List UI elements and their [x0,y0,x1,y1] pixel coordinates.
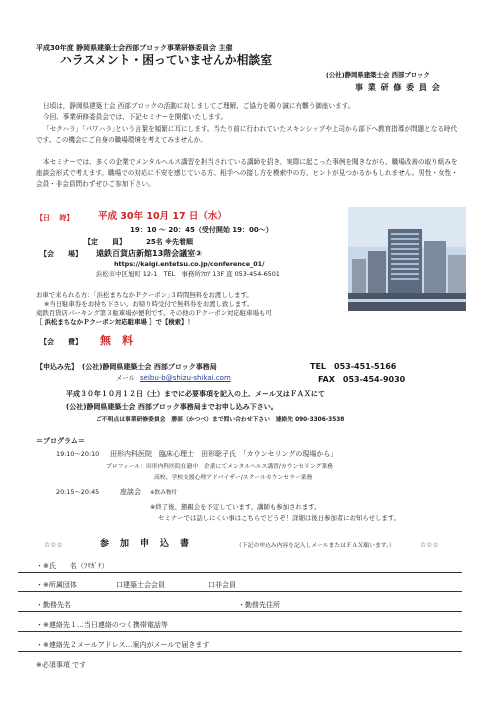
capacity-label: 【定 員】 [84,238,126,246]
field-contact2-line[interactable] [18,651,462,652]
form-title: 参 加 申 込 書 [100,539,191,549]
parking-note-4: ［ 浜松まちなかＰクーポン対応駐車場 ］で【検索】！ [36,318,194,326]
venue-url[interactable]: https://kaigi.entetsu.co.jp/conference_01/ [114,260,265,268]
committee-name: 事 業 研 修 委 員 会 [355,83,441,92]
form-stars-left: ☆☆☆ [44,541,63,549]
venue-value: 遠鉄百貨店新館13階会議室③ [96,249,202,258]
program-heading: ＝プログラム＝ [36,437,85,445]
after-party-note: ※終了後、懇親会を予定しています。講師も参加されます。 [150,503,321,511]
field-workplace-label: ・勤務先名 [36,601,71,609]
program-time-2: 20:15〜20:45 [56,488,100,496]
intro-para-2: 今回、事業研修委員会では、下記セミナーを開催いたします。 [43,113,228,121]
parking-note-2: ※当日駐車券をお持ち下さい。お帰り時受付で無料券をお渡し致します。 [44,300,254,308]
form-subtitle: （下記の申込み内容を記入しメールまたはＦＡＸ願います。） [236,543,395,549]
program-item-2: 座談会 [120,488,141,496]
page-title: ハラスメント・困っていませんか相談室 [60,53,272,67]
fee-value: 無 料 [100,334,133,347]
after-party-detail: セミナーでは話しにくい事はこちらでどうぞ！詳細は後日参加者にお知らせします。 [158,514,401,522]
option-member-checkbox[interactable]: 口建築士会会員 [116,581,165,589]
intro-para-3: 「セクハラ」｢パワハラ｣という言葉を頻繁に耳にします。当たり前に行われていたスキンシップや上司から部下へ教育指導が問題となる時代です。この機会にご自身の職場環境を考えてみませんか。 [36,125,458,145]
building-illustration [348,207,466,311]
date-value: 平成 30年 10月 17 日（水） [98,211,227,222]
venue-label: 【会 場】 [40,250,82,258]
program-item-2-note: ※飲み物付 [150,490,178,496]
contact-fax: FAX 053-454-9030 [318,375,406,384]
field-contact1-line[interactable] [18,631,462,632]
venue-building-photo [348,207,466,311]
capacity-value: 25名 ※先着順 [146,238,193,246]
program-time-1: 19:10〜20:10 [56,450,100,458]
contact-email-link[interactable]: seibu-b@shizu-shikai.com [140,374,231,382]
field-affiliation-label: ・※所属団体 [36,581,77,589]
intro-para-4: 本セミナーでは、多くの企業でメンタルヘルス講習を担当されている講師を招き、実際に起こった事例を聞きながら、職場改善の取り組みを座談会形式で考えます。職場での対応に不安を感じている方、相手への接し方を模索中の方、ヒントが見つかるかもしれません。男性・女性・会員・非会員問わずぜひご参加下さい。 [36,158,458,189]
deadline-line-2: (公社)静岡県建築士会 西部ブロック事務局までお申し込み下さい。 [66,403,278,411]
field-name-line[interactable] [18,572,462,573]
parking-note-3: 遠鉄百貨店パーキング第３駐車場が便利です。その他のＰクーポン対応駐車場も可 [36,309,272,317]
field-name-label: ・※氏 名（ﾌﾘｶﾞﾅ） [36,562,109,570]
fee-label: 【会 費】 [40,338,82,346]
field-work-address-label: ・勤務先住所 [238,601,280,609]
speaker-profile-1: プロフィール：田形内科医院在籍中 企業にてメンタルヘルス講習/カウンセリング業務 [106,464,333,470]
option-nonmember-checkbox[interactable]: 口非会員 [208,581,236,589]
contact-org: (公社)静岡県建築士会 西部ブロック事務局 [82,363,217,371]
mail-label: メール [116,374,136,382]
inquiry-line: ご不明点は事業研修委員会 勝部（かつべ）まで問い合わせ下さい 連絡先 090-3306-3538 [96,417,345,423]
form-stars-right: ☆☆☆ [420,541,439,549]
speaker-profile-2: 高校、学校支援心理アドバイザー/スクールカウンセラー業務 [154,475,313,481]
intro-para-1: 日頃は，静岡県建築士会 西部ブロックの活動に対しましてご理解、ご協力を賜り誠に有難う御座います。 [43,102,355,110]
organizer-line: 平成30年度 静岡県建築士会西部ブロック事業研修委員会 主催 [36,44,233,52]
field-workplace-line[interactable] [18,611,462,612]
required-note: ※必須事項 です [36,661,87,669]
org-name: (公社)静岡県建築士会 西部ブロック [326,71,430,79]
contact-label: 【申込み先】 [36,363,78,371]
parking-note-1: お車で来られる方：｢浜松まちなかＰクーポン｣３時間無料をお渡しします。 [36,291,253,299]
date-label: 【日 時】 [36,214,74,222]
venue-address: 浜松市中区旭町 12-1 TEL 事務所ﾌﾛｱ 13F 直 053-454-6501 [96,270,280,278]
deadline-line-1: 平成３０年１０月１２日（土）までに必要事項を記入の上、メール又はＦＡＸにて [66,390,325,398]
time-value: 19：10 〜 20：45（受付開始 19：00〜） [130,226,273,234]
field-contact1-label: ・※連絡先１…当日連絡のつく携帯電話等 [36,621,168,629]
program-item-1: 田形内科医院 臨床心理士 田形聡子氏 「カウンセリングの現場から」 [110,450,338,458]
field-contact2-label: ・※連絡先２メールアドレス…案内がメールで届きます [36,641,210,649]
contact-tel: TEL 053-451-5166 [310,362,397,371]
field-affiliation-line [18,591,462,592]
